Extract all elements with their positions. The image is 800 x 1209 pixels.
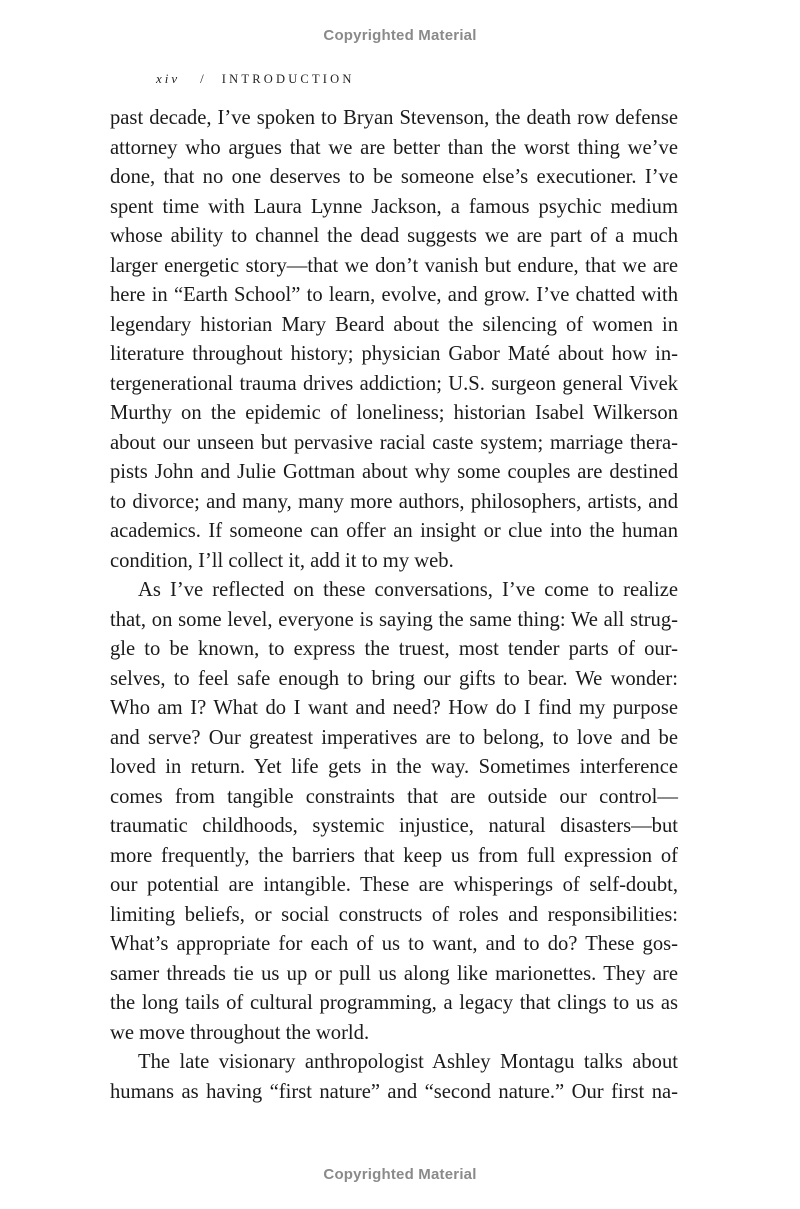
text-line: attorney who argues that we are better than the worst thing we’ve [110,136,678,159]
running-head-separator: / [200,71,204,86]
text-line: more frequently, the barriers that keep us from full expression of [110,844,678,867]
text-line: selves, to feel safe enough to bring our gifts to bear. We wonder: [110,667,678,690]
text-line: comes from tangible constraints that are outside our control— [110,785,678,808]
text-line: The late visionary anthropologist Ashley Montagu talks about [138,1051,678,1073]
text-line: tergenerational trauma drives addiction; U.S. surgeon general Vivek [110,372,678,395]
text-line: gle to be known, to express the truest, most tender parts of our- [110,638,678,660]
text-line: about our unseen but pervasive racial caste system; marriage thera- [110,431,678,454]
text-line: Who am I? What do I want and need? How do I find my purpose [110,697,678,719]
section-title: INTRODUCTION [221,72,355,86]
text-line: academics. If someone can offer an insight or clue into the human [110,520,678,542]
text-line: humans as having “first nature” and “second nature.” Our first na- [110,1080,678,1103]
text-line: What’s appropriate for each of us to want, and to do? These gos- [110,933,678,955]
paragraph-2 [110,576,678,1048]
text-line: pists John and Julie Gottman about why some couples are destined [110,461,678,483]
text-line: here in “Earth School” to learn, evolve, and grow. I’ve chatted with [110,284,678,306]
text-line: to divorce; and many, many more authors, philosophers, artists, and [110,490,678,513]
copyright-watermark-top: Copyrighted Material [323,27,477,44]
text-line: we move throughout the world. [110,1021,370,1044]
paragraph-1 [110,104,678,576]
paragraph-3 [110,1048,678,1107]
text-line: and serve? Our greatest imperatives are to belong, to love and be [110,726,678,749]
text-line: As I’ve reflected on these conversations, I’ve come to realize [138,579,678,601]
text-line: literature throughout history; physician Gabor Maté about how in- [110,343,678,365]
text-line: condition, I’ll collect it, add it to my web. [110,549,454,572]
text-line: traumatic childhoods, systemic injustice, natural disasters—but [110,815,678,837]
text-line: our potential are intangible. These are whisperings of self-doubt, [110,874,678,896]
text-line: spent time with Laura Lynne Jackson, a famous psychic medium [110,195,678,218]
running-head [156,71,355,87]
copyright-watermark-bottom: Copyrighted Material [323,1166,477,1183]
text-line: the long tails of cultural programming, a legacy that clings to us as [110,992,678,1014]
text-line: limiting beliefs, or social constructs of roles and responsibilities: [110,903,678,926]
text-line: that, on some level, everyone is saying the same thing: We all strug- [110,608,678,631]
page-number: xiv [156,71,181,86]
text-line: done, that no one deserves to be someone else’s executioner. I’ve [110,166,678,188]
text-line: samer threads tie us up or pull us along like marionettes. They are [110,962,678,985]
text-line: whose ability to channel the dead suggests we are part of a much [110,225,678,247]
text-line: loved in return. Yet life gets in the way. Sometimes interference [110,756,678,778]
text-line: legendary historian Mary Beard about the silencing of women in [110,313,678,336]
text-line: Murthy on the epidemic of loneliness; historian Isabel Wilkerson [110,402,678,424]
body-text [110,104,678,1107]
text-line: larger energetic story—that we don’t vanish but endure, that we are [110,254,678,277]
text-line: past decade, I’ve spoken to Bryan Stevenson, the death row defense [110,107,678,129]
